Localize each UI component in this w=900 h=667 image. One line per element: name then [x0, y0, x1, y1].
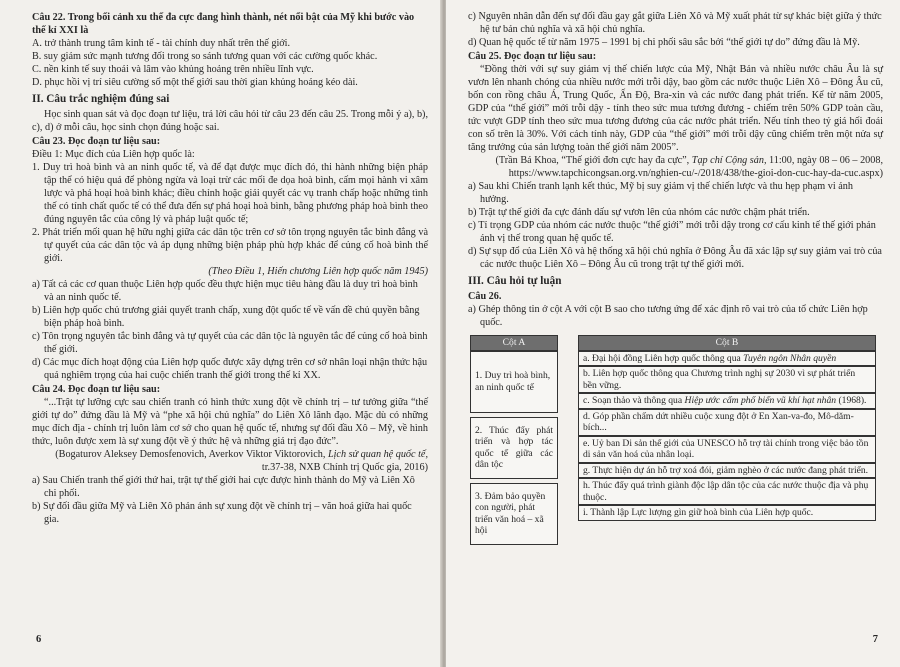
section-2-heading: II. Câu trắc nghiệm đúng sai — [32, 93, 170, 105]
q24-statement-d: d) Quan hệ quốc tế từ năm 1975 – 1991 bị chi phối sâu sắc bởi “thế giới tự do” đứng đầu là Mỹ. — [468, 37, 860, 48]
q25-quote: “Đồng thời với sự suy giảm vị thế chiến lược của Mỹ, Nhật Bản và nhiều nước châu Âu là sự vươn lên nhanh chóng của nhiều nước mới trỗi dậy, bao gồm các nước thuộc Liên Xô – Đông Âu cũ, bốn con rồng châu Á, Trung Quốc, Ấn Độ, Bra-xin và các nước đang phát triển. Kể từ năm 2005, GDP của “thế giới” mới trỗi dậy - tính theo sức mua tương đương - chiếm trên 50% GDP toàn cầu, tức vượt GDP tính theo sức mua tương đương của các nước phát triển. Nếu tính theo tỷ giá hối đoái con số trên là 30%. Với cách tính này, GDP của “thế giới” mới trỗi dậy cũng chiếm trên một nửa sự tăng trưởng của sản lượng toàn thế giới năm 2005”. — [468, 64, 883, 153]
q24-statement-b: b) Sự đối đầu giữa Mỹ và Liên Xô phản ánh sự xung đột về chính trị – văn hoá giữa hai quốc gia. — [32, 501, 412, 525]
q23-item-1: 1. Duy trì hoà bình và an ninh quốc tế, và để đạt được mục đích đó, thi hành những biện pháp tập thể có hiệu quả để phòng ngừa và loại trừ các mối đe dọa hoà bình, cấm mọi hành vi xâm lược và phá hoại hoà bình khác; điều chỉnh hoặc giải quyết các vụ tranh chấp hoặc những tình thế có tính chất quốc tế có thể đưa đến sự phá hoại hoà bình, bằng phương pháp hoà bình theo đúng nguyên tắc của công lý và pháp luật quốc tế; — [32, 162, 428, 225]
column-b-item-b: b. Liên hợp quốc thông qua Chương trình nghị sự 2030 vì sự phát triển bền vững. — [578, 366, 876, 393]
page-number-right: 7 — [872, 634, 878, 645]
q25-source-journal: Tạp chí Cộng sản, — [691, 155, 767, 166]
column-a-item-1: 1. Duy trì hoà bình, an ninh quốc tế — [470, 351, 558, 413]
q24-statement-a: a) Sau Chiến tranh thế giới thứ hai, trật tự thế giới hai cực được hình thành do Mỹ và Liên Xô chi phối. — [32, 475, 415, 499]
question-25-stem: Câu 25. Đọc đoạn tư liệu sau: — [468, 51, 597, 62]
q25-source-date: 11:00, ngày 08 – 06 – 2008, — [766, 155, 883, 166]
q23-statement-a: a) Tất cả các cơ quan thuộc Liên hợp quốc đều thực hiện mục tiêu hàng đầu là duy trì hoà bình và an ninh quốc tế. — [32, 279, 418, 303]
column-b-item-g: g. Thực hiện dự án hỗ trợ xoá đói, giảm nghèo ở các nước đang phát triển. — [578, 463, 876, 479]
column-b-item-c: c. Soạn thảo và thông qua Hiệp ước cấm phổ biến vũ khí hạt nhân (1968). — [578, 393, 876, 409]
right-page — [446, 0, 900, 667]
q23-statement-d: d) Các mục đích hoạt động của Liên hợp quốc được xây dựng trên cơ sở nhân loại nhận thức hậu quả nghiêm trọng của hai cuộc chiến tranh thế giới trong thế kỉ XX. — [32, 357, 428, 381]
q24-source-publisher: tr.37-38, NXB Chính trị Quốc gia, 2016) — [261, 462, 428, 473]
question-22-stem: Câu 22. Trong bối cảnh xu thế đa cực đang hình thành, nét nổi bật của Mỹ khi bước vào thế kỉ XXI là — [32, 12, 415, 36]
column-b-item-h: h. Thúc đẩy quá trình giành độc lập dân tộc của các nước thuộc địa và phụ thuộc. — [578, 478, 876, 505]
q24-quote: “...Trật tự lưỡng cực sau chiến tranh có hình thức xung đột về chính trị – tư tưởng giữa “thế giới tự do” đứng đầu là Mỹ và “phe xã hội chủ nghĩa” do Liên Xô lãnh đạo. Mặc dù có những mục đích địa - chính trị luôn làm cơ sở cho quan hệ quốc tế, nhưng sự đối đầu Xô – Mỹ, về hình thức, luôn được xem là sự xung đột về ý thức hệ và những giá trị đạo đức”. — [32, 397, 428, 447]
q22-option-b: B. suy giảm sức mạnh tương đối trong so sánh tương quan với các cường quốc khác. — [32, 51, 378, 62]
q25-source-url: https://www.tapchicongsan.org.vn/nghien-cu/-/2018/438/the-gioi-don-cuc-hay-da-cuc.aspx) — [508, 168, 883, 179]
q25-statement-d: d) Sự sụp đổ của Liên Xô và hệ thống xã hội chủ nghĩa ở Đông Âu đã xác lập sự suy giảm vai trò của các nước thuộc Liên Xô – Đông Âu cũ trong trật tự thế giới mới. — [468, 246, 882, 270]
column-b-item-e: e. Uỷ ban Di sản thế giới của UNESCO hỗ trợ tài chính trong việc bảo tồn di sản văn hoá của nhân loại. — [578, 436, 876, 463]
column-b — [578, 335, 876, 549]
q24-statement-c: c) Nguyên nhân dẫn đến sự đối đầu gay gắt giữa Liên Xô và Mỹ xuất phát từ sự khác biệt giữa ý thức hệ tư bản chủ nghĩa và xã hội chủ nghĩa. — [468, 11, 882, 35]
column-a-item-2: 2. Thúc đẩy phát triển và hợp tác quốc tế giữa các dân tộc — [470, 417, 558, 479]
q23-item-2: 2. Phát triển mối quan hệ hữu nghị giữa các dân tộc trên cơ sở tôn trọng nguyên tắc bình đẳng và tự quyết của các dân tộc và áp dụng những biện pháp phù hợp khác để củng cố hoà bình thế giới. — [32, 227, 428, 264]
question-24-stem: Câu 24. Đọc đoạn tư liệu sau: — [32, 384, 161, 395]
column-b-item-i: i. Thành lập Lực lượng gìn giữ hoà bình của Liên hợp quốc. — [578, 505, 876, 521]
q25-source-author: (Trần Bá Khoa, “Thế giới đơn cực hay đa cực”, — [495, 155, 692, 166]
q23-statement-c: c) Tôn trọng nguyên tắc bình đẳng và tự quyết của các dân tộc là nguyên tắc để củng cố hoà bình thế giới. — [32, 331, 428, 355]
q22-option-a: A. trở thành trung tâm kinh tế - tài chính duy nhất trên thế giới. — [32, 38, 291, 49]
question-23-stem: Câu 23. Đọc đoạn tư liệu sau: — [32, 136, 161, 147]
q23-statement-b: b) Liên hợp quốc chủ trương giải quyết tranh chấp, xung đột quốc tế về vấn đề chủ quyền bằng biện pháp hoà bình. — [32, 305, 420, 329]
q26-part-a: a) Ghép thông tin ở cột A với cột B sao cho tương ứng để xác định rõ vai trò của tổ chức Liên hợp quốc. — [468, 304, 868, 328]
column-b-header: Cột B — [578, 335, 876, 351]
right-column — [468, 10, 883, 549]
q22-option-c: C. nền kinh tế suy thoái và lâm vào khủng hoảng trên nhiều lĩnh vực. — [32, 64, 314, 75]
q23-intro: Điều 1: Mục đích của Liên hợp quốc là: — [32, 149, 195, 160]
column-b-item-a: a. Đại hội đồng Liên hợp quốc thông qua Tuyên ngôn Nhân quyền — [578, 351, 876, 367]
left-page — [0, 0, 442, 667]
page-number-left: 6 — [36, 634, 42, 645]
q25-statement-b: b) Trật tự thế giới đa cực đánh dấu sự vươn lên của nhóm các nước chậm phát triển. — [468, 207, 810, 218]
q25-source — [468, 154, 883, 180]
section-2-intro: Học sinh quan sát và đọc đoạn tư liệu, trả lời câu hỏi từ câu 23 đến câu 25. Trong mỗi ý a), b), c), d) ở mỗi câu, học sinh chọn đúng hoặc sai. — [32, 109, 428, 133]
q24-source-title: Lịch sử quan hệ quốc tế, — [327, 449, 428, 460]
section-3-heading: III. Câu hỏi tự luận — [468, 275, 562, 287]
q24-source — [32, 448, 428, 474]
question-26-stem: Câu 26. — [468, 291, 502, 302]
column-a-item-3: 3. Đảm bảo quyền con người, phát triển văn hoá – xã hội — [470, 483, 558, 545]
left-column — [32, 10, 428, 526]
column-a — [470, 335, 558, 549]
column-b-item-d: d. Góp phần chấm dứt nhiều cuộc xung đột ở En Xan-va-đo, Mô-dăm-bích... — [578, 409, 876, 436]
q25-statement-c: c) Tỉ trọng GDP của nhóm các nước thuộc “thế giới” mới trỗi dậy trong cơ cấu kinh tế thế giới phản ánh vị thế trong quan hệ quốc tế. — [468, 220, 876, 244]
q24-source-authors: (Bogaturov Aleksey Demosfenovich, Averkov Viktor Viktorovich, — [55, 449, 328, 460]
matching-table — [470, 335, 876, 549]
q23-source: (Theo Điều 1, Hiến chương Liên hợp quốc năm 1945) — [208, 266, 428, 277]
q22-option-d: D. phục hồi vị trí siêu cường số một thế giới sau thời gian khủng hoảng kéo dài. — [32, 77, 358, 88]
q25-statement-a: a) Sau khi Chiến tranh lạnh kết thúc, Mỹ bị suy giảm vị thế chiến lược và thu hẹp phạm vi ảnh hưởng. — [468, 181, 853, 205]
column-a-header: Cột A — [470, 335, 558, 351]
